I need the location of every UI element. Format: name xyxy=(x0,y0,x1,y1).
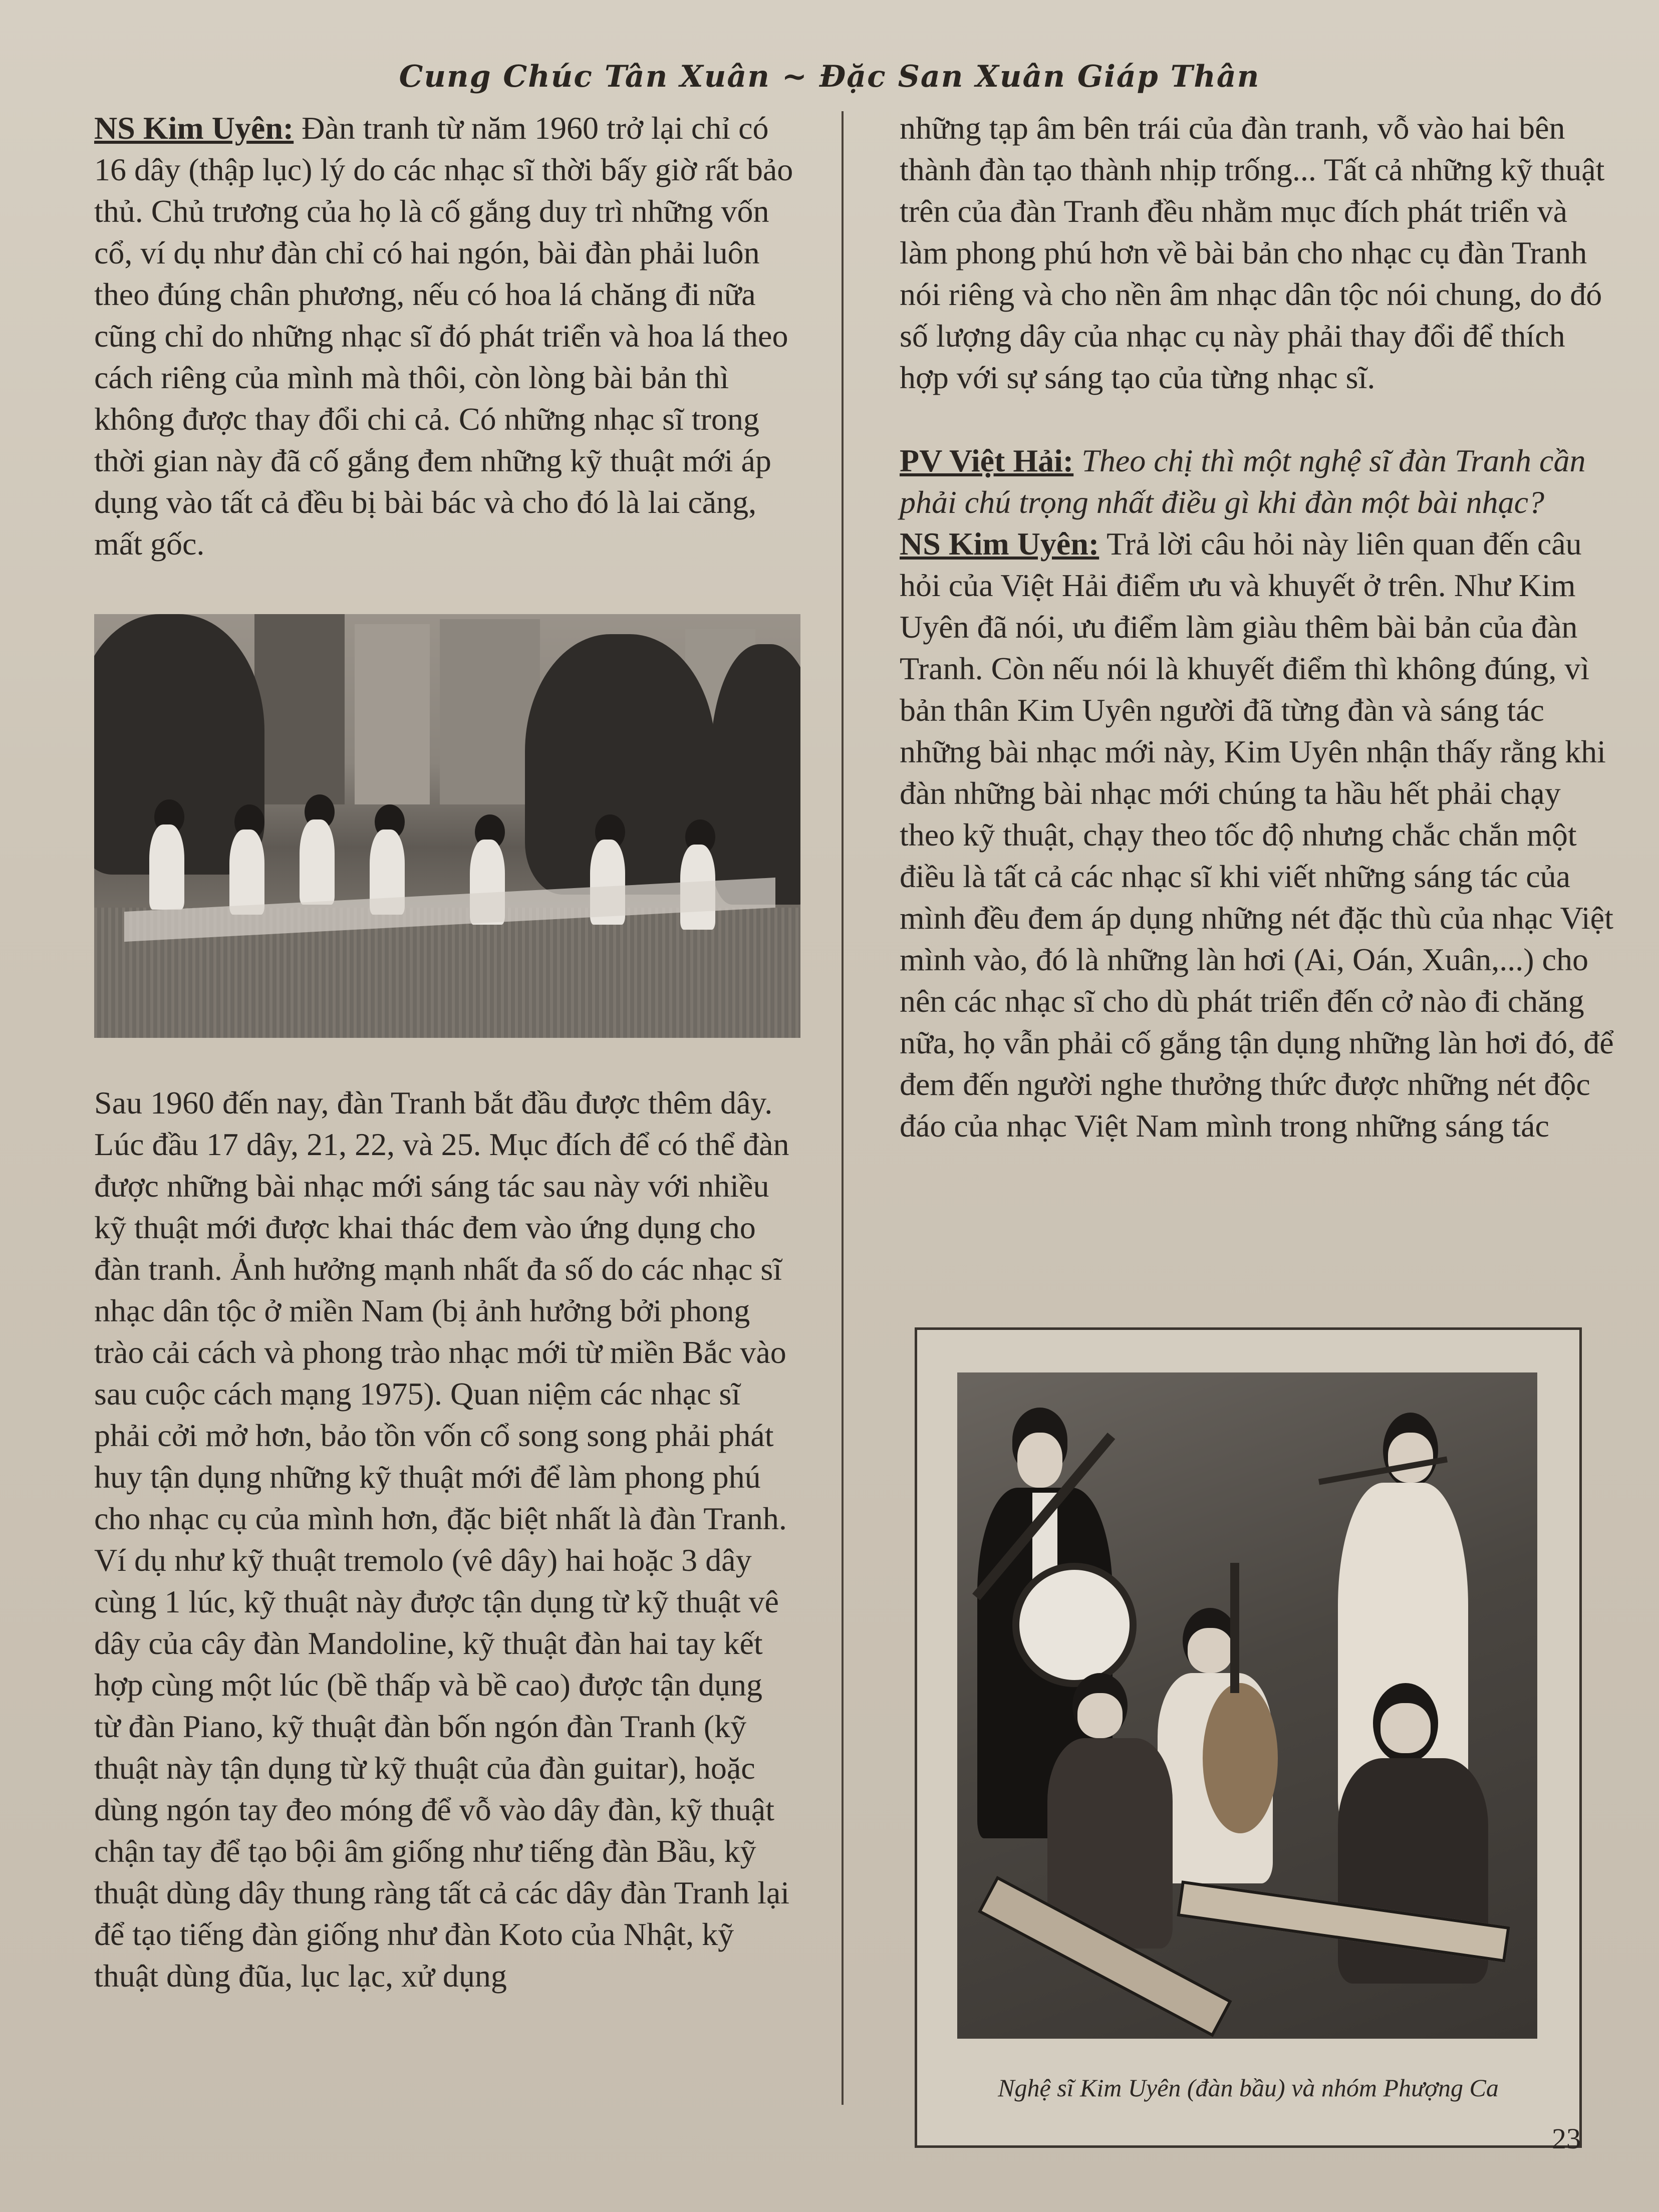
photo-caption: Nghệ sĩ Kim Uyên (đàn bầu) và nhóm Phượng Ca xyxy=(998,2074,1499,2102)
answer-text: Trả lời câu hỏi này liên quan đến câu hỏi của Việt Hải điểm ưu và khuyết ở trên. Như Kim Uyên đã nói, ưu điểm làm giàu thêm bài bản của đàn Tranh. Còn nếu nói là khuyết điểm thì không đúng, vì bản thân Kim Uyên người đã từng đàn và sáng tác những bài nhạc mới này, Kim Uyên nhận thấy rằng khi đàn những bài nhạc mới chúng ta hầu hết phải chạy theo kỹ thuật, chạy theo tốc độ nhưng chắc chắn một điều là tất cả các nhạc sĩ khi viết những sáng tác của mình đều đem áp dụng những nét đặc thù của nhạc Việt mình vào, đó là những làn hơi (Ai, Oán, Xuân,...) cho nên các nhạc sĩ cho dù phát triển đến cở nào đi chăng nữa, họ vẫn phải cố gắng tận dụng những làn hơi đó, để đem đến người nghe thưởng thức được những nét độc đáo của nhạc Việt Nam mình trong những sáng tác xyxy=(900,526,1614,1144)
page-header: Cung Chúc Tân Xuân ~ Đặc San Xuân Giáp Thân xyxy=(399,59,1260,94)
column-divider xyxy=(842,111,844,2105)
photo-group-musicians xyxy=(957,1372,1537,2039)
speaker-label: NS Kim Uyên: xyxy=(94,110,294,146)
page-number: 23 xyxy=(1552,2122,1581,2155)
paragraph-kim-uyen-intro xyxy=(94,107,795,565)
paragraph-question xyxy=(900,440,1621,523)
paragraph-text: Đàn tranh từ năm 1960 trở lại chỉ có 16 dây (thập lục) lý do các nhạc sĩ thời bấy giờ rất bảo thủ. Chủ trương của họ là cố gắng duy trì những vốn cổ, ví dụ như đàn chỉ có hai ngón, bài đàn phải luôn theo đúng chân phương, nếu có hoa lá chăng đi nữa cũng chỉ do những nhạc sĩ đó phát triển và hoa lá theo cách riêng của mình mà thôi, còn lòng bài bản thì không được thay đổi chi cả. Có những nhạc sĩ trong thời gian này đã cố gắng đem những kỹ thuật mới áp dụng vào tất cả đều bị bài bác và cho đó là lai căng, mất gốc. xyxy=(94,110,793,562)
left-column-top xyxy=(94,107,795,565)
question-text: Theo chị thì một nghệ sĩ đàn Tranh cần phải chú trọng nhất điều gì khi đàn một bài nhạc? xyxy=(900,443,1586,520)
photo-park-performers xyxy=(94,614,800,1038)
paragraph-answer xyxy=(900,523,1621,1147)
left-column-bottom xyxy=(94,1082,795,1997)
right-column xyxy=(900,107,1621,1147)
photo-frame-group xyxy=(915,1327,1582,2148)
paragraph-new-techniques: Sau 1960 đến nay, đàn Tranh bắt đầu được thêm dây. Lúc đầu 17 dây, 21, 22, và 25. Mục đích để có thể đàn được những bài nhạc mới sáng tác sau này với nhiều kỹ thuật mới được khai thác đem vào ứng dụng cho đàn tranh. Ảnh hưởng mạnh nhất đa số do các nhạc sĩ nhạc dân tộc ở miền Nam (bị ảnh hưởng bởi phong trào cải cách và phong trào nhạc mới từ miền Bắc vào sau cuộc cách mạng 1975). Quan niệm các nhạc sĩ phải cởi mở hơn, bảo tồn vốn cổ song song phải phát huy tận dụng những kỹ thuật mới để làm phong phú cho nhạc cụ của mình hơn, đặc biệt nhất là đàn Tranh. Ví dụ như kỹ thuật tremolo (vê dây) hai hoặc 3 dây cùng 1 lúc, kỹ thuật này được tận dụng từ kỹ thuật vê dây của cây đàn Mandoline, kỹ thuật đàn hai tay kết hợp cùng một lúc (bề thấp và bề cao) được tận dụng từ đàn Piano, kỹ thuật đàn bốn ngón đàn Tranh (kỹ thuật này tận dụng từ kỹ thuật của đàn guitar), hoặc dùng ngón tay đeo móng để vỗ vào dây đàn, kỹ thuật chận tay để tạo bội âm giống như tiếng đàn Bầu, kỹ thuật dùng dây thung ràng tất cả các dây đàn Tranh lại để tạo tiếng đàn giống như đàn Koto của Nhật, kỹ thuật dùng đũa, lục lạc, xử dụng xyxy=(94,1085,790,1994)
speaker-label: NS Kim Uyên: xyxy=(900,526,1099,562)
paragraph-techniques-continued: những tạp âm bên trái của đàn tranh, vỗ vào hai bên thành đàn tạo thành nhịp trống... Tất cả những kỹ thuật trên của đàn Tranh đều nhằm mục đích phát triển và làm phong phú hơn về bài bản cho nhạc cụ đàn Tranh nói riêng và cho nền âm nhạc dân tộc nói chung, do đó số lượng dây của nhạc cụ này phải thay đổi để thích hợp với sự sáng tạo của từng nhạc sĩ. xyxy=(900,110,1605,395)
speaker-label: PV Việt Hải: xyxy=(900,443,1074,478)
